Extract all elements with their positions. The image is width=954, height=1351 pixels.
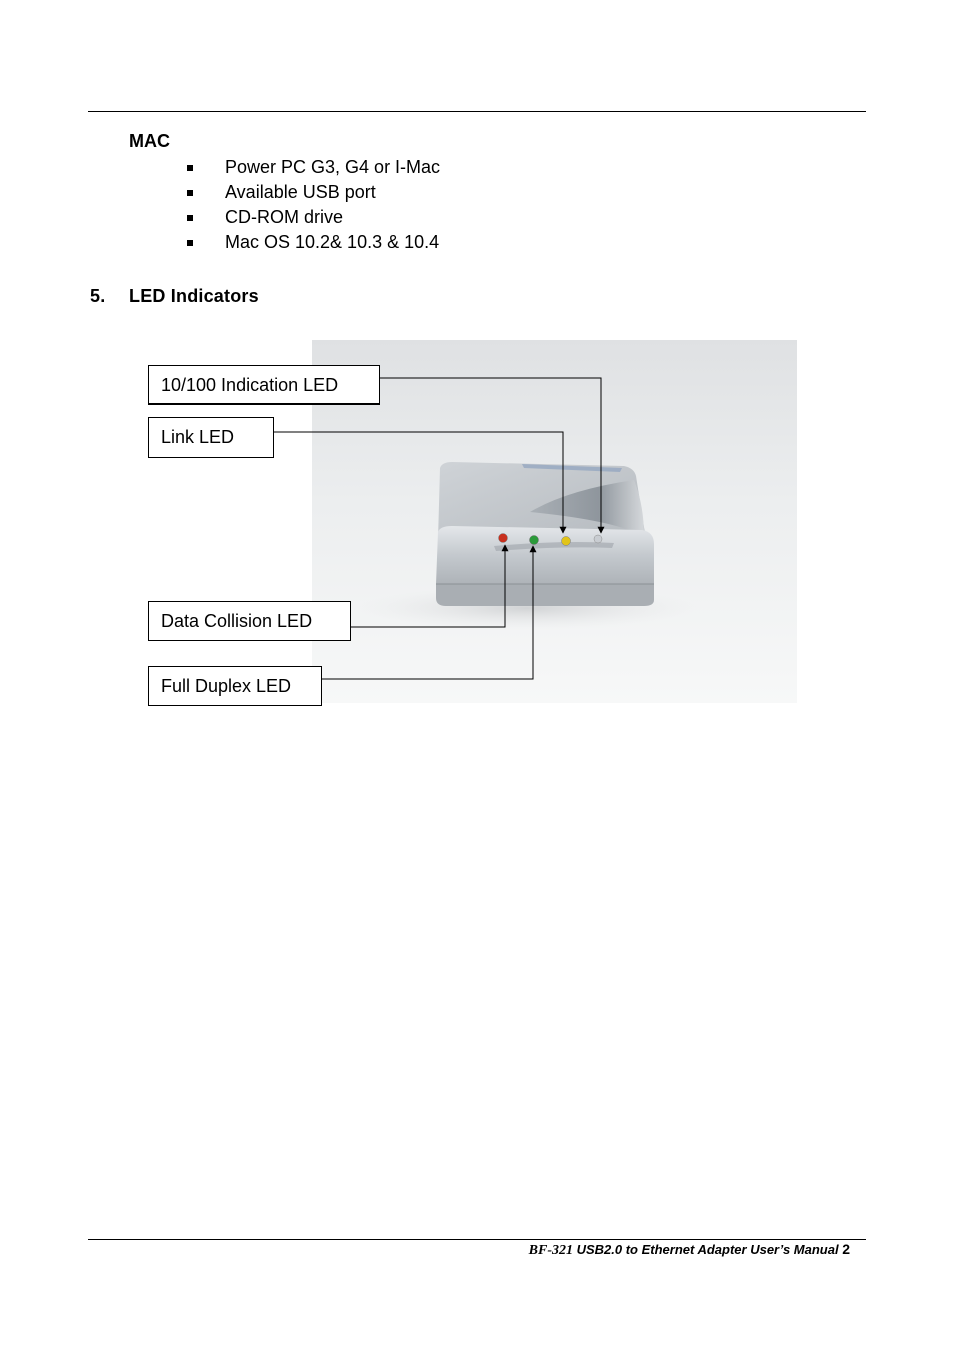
list-item: Available USB port (185, 180, 440, 205)
bullet-square-icon (187, 240, 193, 246)
bullet-square-icon (187, 190, 193, 196)
footer-rule (88, 1239, 866, 1240)
footer-title: USB2.0 to Ethernet Adapter User’s Manual (572, 1242, 843, 1257)
section-number: 5. (90, 286, 106, 306)
adapter-photo (312, 340, 797, 703)
bullet-square-icon (187, 215, 193, 221)
mac-heading: MAC (129, 131, 170, 151)
label-full-duplex-led: Full Duplex LED (148, 666, 322, 706)
section-title: LED Indicators (129, 286, 259, 306)
list-item: CD-ROM drive (185, 205, 440, 230)
label-data-collision-led: Data Collision LED (148, 601, 351, 641)
section-heading (90, 286, 259, 307)
page-number: 2 (842, 1241, 850, 1257)
footer-model: BF-321 (528, 1243, 573, 1258)
label-10-100-indication-led: 10/100 Indication LED (148, 365, 380, 405)
mac-requirements-list (185, 155, 440, 255)
bullet-square-icon (187, 165, 193, 171)
page-footer (529, 1241, 850, 1259)
list-item: Mac OS 10.2& 10.3 & 10.4 (185, 230, 440, 255)
list-item: Power PC G3, G4 or I-Mac (185, 155, 440, 180)
header-rule (88, 111, 866, 112)
label-link-led: Link LED (148, 417, 274, 458)
